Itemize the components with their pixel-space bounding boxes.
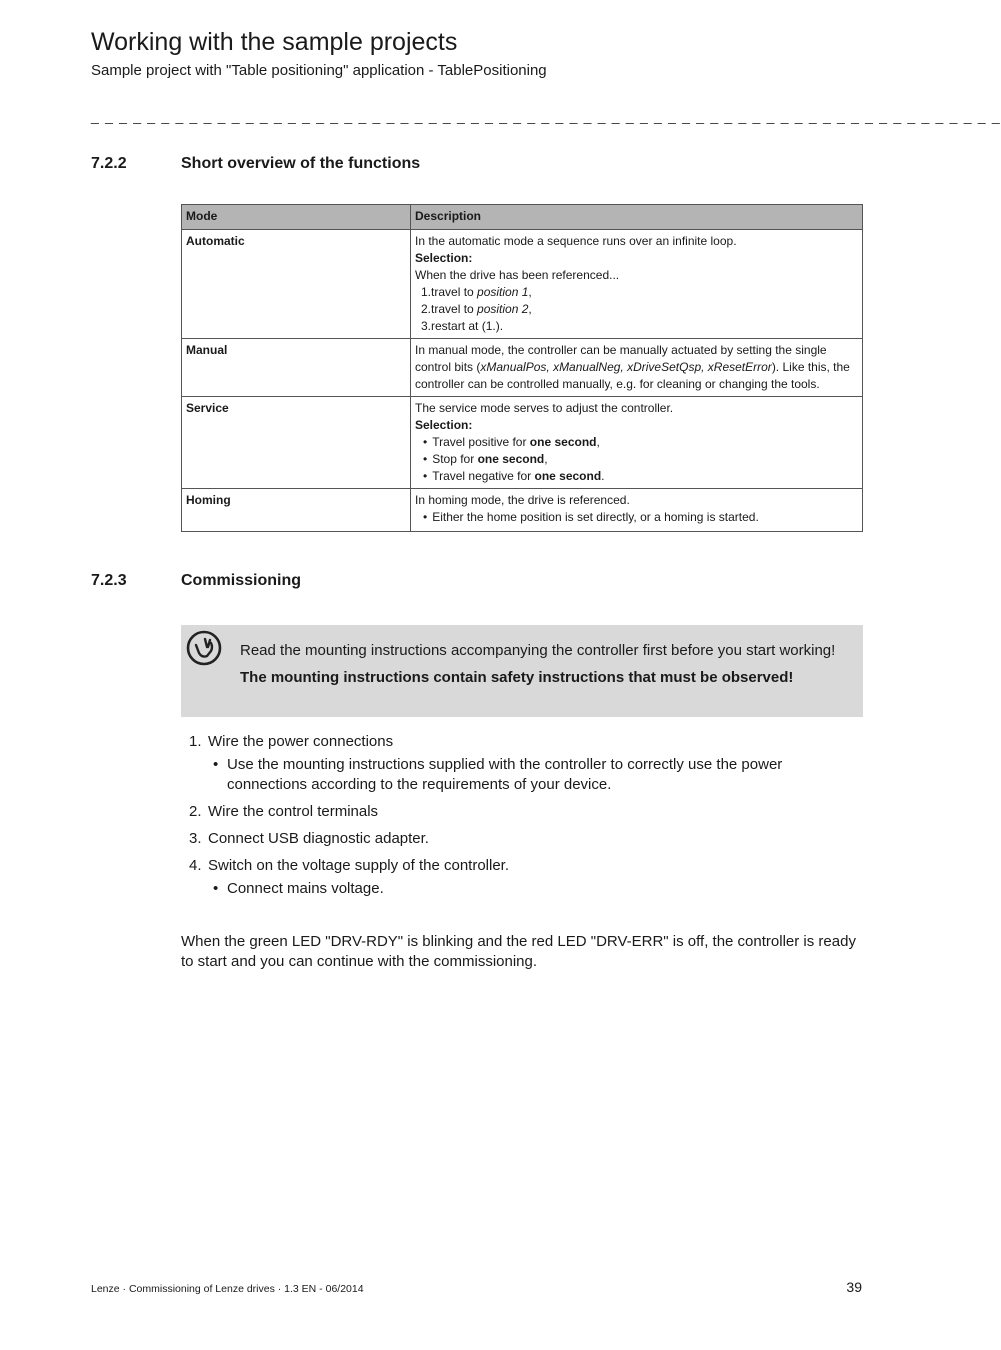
list-item: • Travel negative for one second.: [415, 468, 858, 485]
list-item: • Travel positive for one second,: [415, 434, 858, 451]
selection-label: Selection:: [415, 251, 473, 265]
note-warning: The mounting instructions contain safety instructions that must be observed!: [240, 669, 794, 686]
page-number: 39: [846, 1279, 862, 1295]
description-text: The service mode serves to adjust the controller.: [415, 401, 674, 415]
section-heading-overview: [91, 155, 420, 173]
selection-label: Selection:: [415, 418, 473, 432]
list-item: • Stop for one second,: [415, 451, 858, 468]
body-paragraph: When the green LED "DRV-RDY" is blinking and the red LED "DRV-ERR" is off, the controller is ready to start and you can continue with the commissioning.: [181, 933, 856, 970]
mode-cell: Homing: [182, 489, 411, 532]
list-item: 2.travel to position 2,: [421, 302, 532, 316]
note-box: [181, 625, 863, 717]
page-subtitle: Sample project with "Table positioning" application - TablePositioning: [91, 62, 547, 79]
description-text: In homing mode, the drive is referenced.: [415, 493, 630, 507]
header-description: Description: [411, 205, 863, 230]
list-item: 1.travel to position 1,: [421, 285, 532, 299]
note-hand-icon: [185, 629, 223, 667]
bullet-list: [415, 509, 858, 526]
footer-text: Lenze · Commissioning of Lenze drives · 1.3 EN - 06/2014: [91, 1283, 364, 1295]
list-item: 3.restart at (1.).: [421, 319, 504, 333]
table-row-automatic: [182, 230, 863, 339]
mode-cell: Service: [182, 397, 411, 489]
table-row-homing: [182, 489, 863, 532]
table-row-manual: [182, 339, 863, 397]
mode-cell: Automatic: [182, 230, 411, 339]
functions-table: [181, 204, 863, 532]
numbered-list: [415, 284, 858, 335]
list-item: 1. Wire the power connections • Use the mounting instructions supplied with the controller to correctly use the power connections according to the requirements of your device.: [189, 733, 783, 793]
description-text: In the automatic mode a sequence runs over an infinite loop.: [415, 234, 737, 248]
table-header-row: [182, 205, 863, 230]
list-item: 2. Wire the control terminals: [189, 803, 379, 820]
note-text: Read the mounting instructions accompanying the controller first before you start working!: [240, 642, 836, 659]
description-cell: [411, 489, 863, 532]
dashed-rule: _ _ _ _ _ _ _ _ _ _ _ _ _ _ _ _ _ _ _ _ _ _ _ _ _ _ _ _ _ _ _ _ _ _ _ _ _ _ _ _ _ _ _ _ _ _ _ _ _ _ _ _ _ _ _ _ _ _ _ _ _ _ _ _ _: [91, 108, 1001, 124]
table-row-service: [182, 397, 863, 489]
header-mode: Mode: [182, 205, 411, 230]
bullet-list: [415, 434, 858, 485]
list-item: 4. Switch on the voltage supply of the controller. • Connect mains voltage.: [189, 857, 510, 897]
list-item: • Either the home position is set directly, or a homing is started.: [415, 509, 858, 526]
description-cell: In manual mode, the controller can be manually actuated by setting the single control bits (xManualPos, xManualNeg, xDriveSetQsp, xResetError). Like this, the controller can be controlled manually, e.g. for cleaning or changing the tools.: [411, 339, 863, 397]
section-number: 7.2.2: [91, 155, 127, 172]
description-cell: [411, 397, 863, 489]
section-title: Short overview of the functions: [181, 155, 421, 172]
section-heading-commissioning: [91, 572, 301, 590]
section-number: 7.2.3: [91, 572, 127, 589]
list-item: 3. Connect USB diagnostic adapter.: [189, 830, 429, 847]
mode-cell: Manual: [182, 339, 411, 397]
description-cell: [411, 230, 863, 339]
section-title: Commissioning: [181, 572, 302, 589]
page-title: Working with the sample projects: [91, 28, 458, 56]
description-text: When the drive has been referenced...: [415, 268, 620, 282]
steps-list: [189, 732, 859, 906]
